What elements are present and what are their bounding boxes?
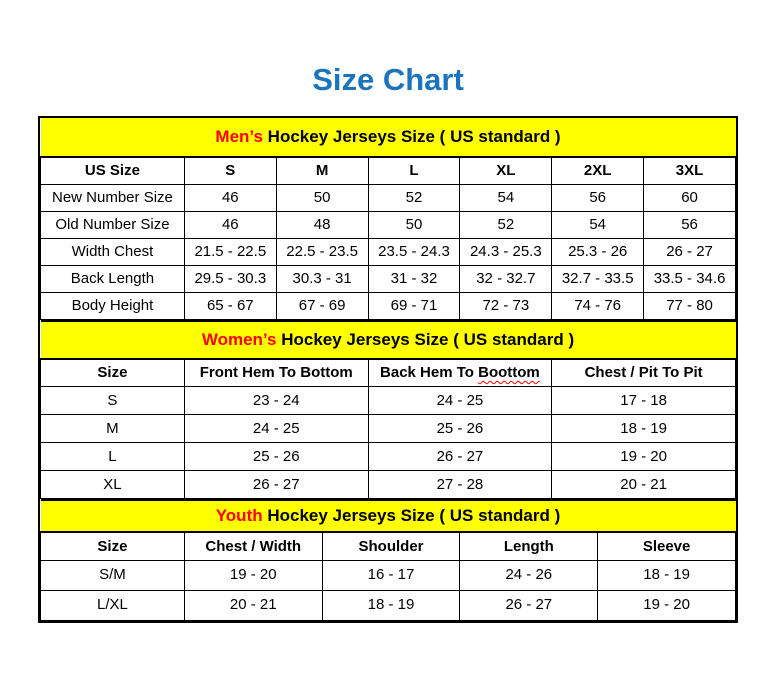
table-row: [41, 471, 736, 499]
column-header: XL: [460, 157, 552, 184]
size-cell: 16 - 17: [322, 560, 460, 590]
size-cell: 30.3 - 31: [276, 265, 368, 292]
size-cell: 20 - 21: [184, 590, 322, 620]
row-label: Width Chest: [41, 238, 185, 265]
size-cell: 48: [276, 211, 368, 238]
table-row: [41, 415, 736, 443]
size-cell: 18 - 19: [322, 590, 460, 620]
row-label: Old Number Size: [41, 211, 185, 238]
column-header: Size: [41, 532, 185, 560]
size-cell: 60: [644, 184, 736, 211]
size-cell: 54: [460, 184, 552, 211]
size-cell: 25 - 26: [184, 443, 368, 471]
table-row: [41, 238, 736, 265]
size-cell: 33.5 - 34.6: [644, 265, 736, 292]
column-header: US Size: [41, 157, 185, 184]
size-cell: 25 - 26: [368, 415, 552, 443]
size-cell: 46: [184, 184, 276, 211]
size-cell: 74 - 76: [552, 292, 644, 319]
mens-banner: [41, 118, 736, 157]
row-label: XL: [41, 471, 185, 499]
size-cell: 54: [552, 211, 644, 238]
column-header: 2XL: [552, 157, 644, 184]
column-header: Shoulder: [322, 532, 460, 560]
misspelled-word: Boottom: [478, 364, 540, 382]
column-header: L: [368, 157, 460, 184]
column-header: M: [276, 157, 368, 184]
size-cell: 24 - 25: [368, 387, 552, 415]
size-cell: 19 - 20: [598, 590, 736, 620]
mens-banner-row: [41, 118, 736, 157]
row-label: Body Height: [41, 292, 185, 319]
size-cell: 22.5 - 23.5: [276, 238, 368, 265]
size-cell: 65 - 67: [184, 292, 276, 319]
youth-size-table: [40, 499, 736, 621]
size-chart: [38, 116, 738, 623]
size-cell: 32.7 - 33.5: [552, 265, 644, 292]
table-row: [41, 292, 736, 319]
womens-header-row: [41, 359, 736, 387]
mens-banner-text: Hockey Jerseys Size ( US standard ): [262, 127, 561, 147]
youth-banner: [41, 500, 736, 532]
size-cell: 18 - 19: [598, 560, 736, 590]
womens-banner-text: Hockey Jerseys Size ( US standard ): [276, 329, 575, 349]
row-label: New Number Size: [41, 184, 185, 211]
size-cell: 23 - 24: [184, 387, 368, 415]
womens-banner-row: [41, 321, 736, 359]
size-cell: 24 - 25: [184, 415, 368, 443]
youth-banner-accent: Youth: [215, 506, 263, 526]
size-cell: 18 - 19: [552, 415, 736, 443]
size-cell: 50: [368, 211, 460, 238]
mens-banner-accent: Men’s: [215, 127, 263, 147]
size-cell: 20 - 21: [552, 471, 736, 499]
column-header: Front Hem To Bottom: [184, 359, 368, 387]
table-row: [41, 590, 736, 620]
mens-header-row: [41, 157, 736, 184]
size-cell: 69 - 71: [368, 292, 460, 319]
row-label: L: [41, 443, 185, 471]
youth-banner-text: Hockey Jerseys Size ( US standard ): [262, 506, 561, 526]
size-cell: 25.3 - 26: [552, 238, 644, 265]
size-cell: 23.5 - 24.3: [368, 238, 460, 265]
size-cell: 46: [184, 211, 276, 238]
size-cell: 32 - 32.7: [460, 265, 552, 292]
size-cell: 31 - 32: [368, 265, 460, 292]
womens-size-table: [40, 320, 736, 500]
size-cell: 26 - 27: [368, 443, 552, 471]
row-label: L/XL: [41, 590, 185, 620]
table-row: [41, 211, 736, 238]
column-header: Sleeve: [598, 532, 736, 560]
column-header: 3XL: [644, 157, 736, 184]
size-cell: 29.5 - 30.3: [184, 265, 276, 292]
size-cell: 19 - 20: [552, 443, 736, 471]
row-label: Back Length: [41, 265, 185, 292]
table-row: [41, 560, 736, 590]
column-header: S: [184, 157, 276, 184]
table-row: [41, 265, 736, 292]
column-header: Size: [41, 359, 185, 387]
womens-banner: [41, 321, 736, 359]
column-header: Chest / Pit To Pit: [552, 359, 736, 387]
table-row: [41, 387, 736, 415]
size-cell: 72 - 73: [460, 292, 552, 319]
size-cell: 19 - 20: [184, 560, 322, 590]
page-title: Size Chart: [312, 62, 464, 97]
column-header: Length: [460, 532, 598, 560]
mens-size-table: [40, 118, 736, 320]
youth-banner-row: [41, 500, 736, 532]
womens-banner-accent: Women’s: [201, 329, 277, 349]
size-cell: 26 - 27: [460, 590, 598, 620]
size-cell: 67 - 69: [276, 292, 368, 319]
table-row: [41, 184, 736, 211]
column-header: Chest / Width: [184, 532, 322, 560]
size-cell: 56: [644, 211, 736, 238]
size-cell: 27 - 28: [368, 471, 552, 499]
size-cell: 17 - 18: [552, 387, 736, 415]
row-label: M: [41, 415, 185, 443]
size-cell: 77 - 80: [644, 292, 736, 319]
size-cell: 52: [368, 184, 460, 211]
row-label: S/M: [41, 560, 185, 590]
row-label: S: [41, 387, 185, 415]
youth-header-row: [41, 532, 736, 560]
size-cell: 50: [276, 184, 368, 211]
size-cell: 56: [552, 184, 644, 211]
size-cell: 24 - 26: [460, 560, 598, 590]
size-cell: 26 - 27: [644, 238, 736, 265]
size-cell: 24.3 - 25.3: [460, 238, 552, 265]
column-header: Back Hem To Boottom: [368, 359, 552, 387]
size-cell: 21.5 - 22.5: [184, 238, 276, 265]
size-cell: 52: [460, 211, 552, 238]
size-cell: 26 - 27: [184, 471, 368, 499]
table-row: [41, 443, 736, 471]
